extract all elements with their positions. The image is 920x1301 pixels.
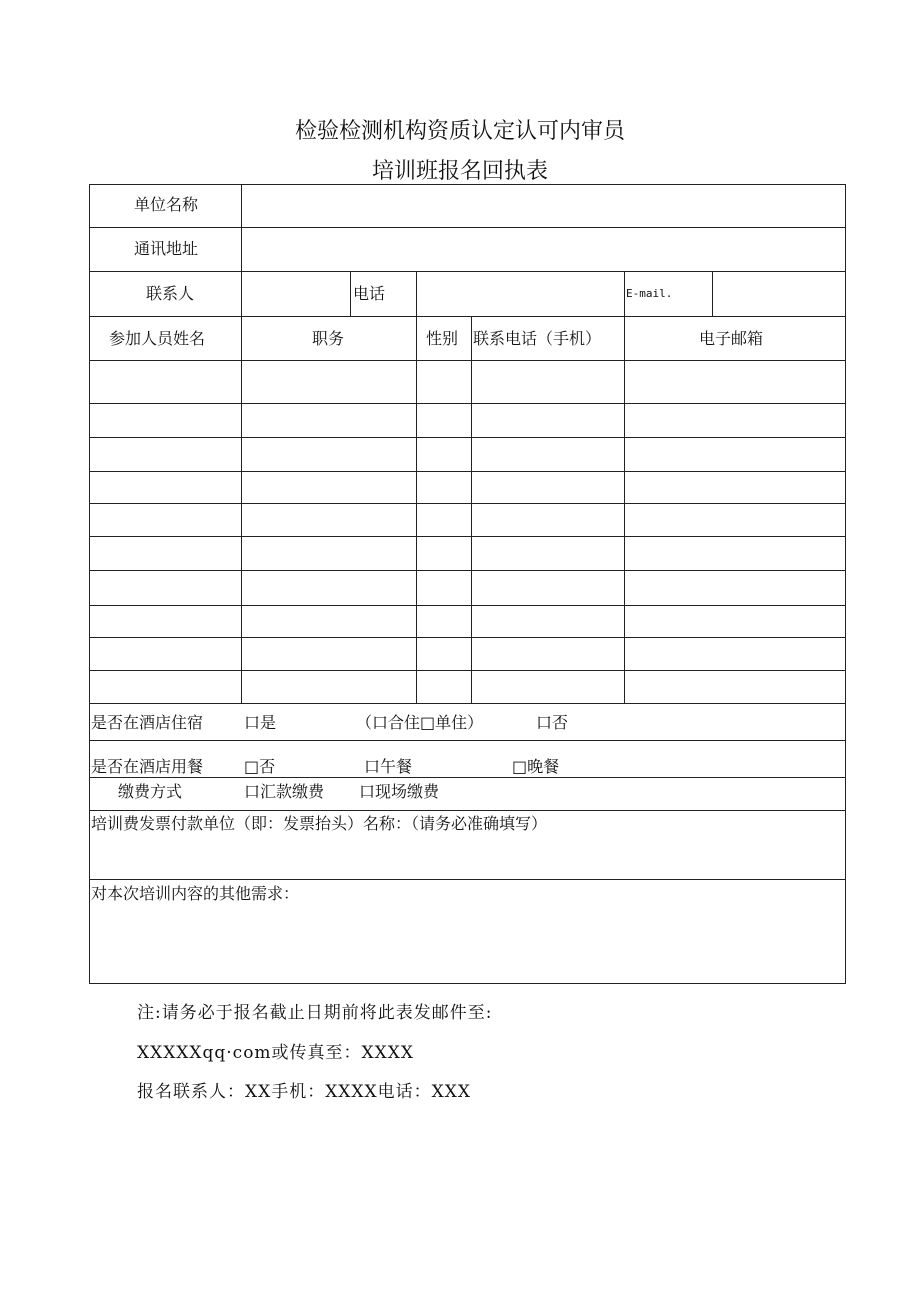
- form-grid-lines: [89, 184, 846, 984]
- attendee-email-header: 电子邮箱: [699, 329, 764, 348]
- meal-dinner-checkbox[interactable]: □晚餐: [512, 757, 560, 776]
- unit-name-label: 单位名称: [134, 195, 199, 214]
- hotel-room-type-options[interactable]: （口合住□单住）: [356, 713, 484, 732]
- attendee-name-header: 参加人员姓名: [109, 329, 206, 348]
- hotel-no-checkbox[interactable]: 口否: [536, 713, 569, 732]
- form-title-line1: 检验检测机构资质认定认可内审员: [294, 119, 625, 144]
- gender-header: 性别: [426, 329, 459, 348]
- email-label: E-mail.: [626, 287, 673, 300]
- contact-label: 联系人: [146, 284, 195, 303]
- payment-onsite-checkbox[interactable]: 口现场缴费: [359, 782, 440, 801]
- hotel-meal-label: 是否在酒店用餐: [91, 757, 204, 776]
- mobile-header: 联系电话（手机）: [473, 329, 602, 348]
- address-label: 通讯地址: [134, 239, 199, 258]
- note-line-3: 报名联系人：XX手机：XXXX电话：XXX: [137, 1082, 471, 1102]
- meal-lunch-checkbox[interactable]: 口午餐: [364, 757, 413, 776]
- hotel-stay-label: 是否在酒店住宿: [91, 713, 204, 732]
- position-header: 职务: [312, 329, 345, 348]
- hotel-yes-checkbox[interactable]: 口是: [244, 713, 277, 732]
- meal-no-checkbox[interactable]: □否: [244, 757, 276, 776]
- payment-method-label: 缴费方式: [118, 782, 183, 801]
- registration-form: [89, 184, 846, 984]
- invoice-title-label: 培训费发票付款单位（即：发票抬头）名称：（请务必准确填写）: [91, 814, 548, 833]
- note-line-2: XXXXXqq·com或传真至：XXXX: [137, 1043, 414, 1063]
- payment-remit-checkbox[interactable]: 口汇款缴费: [244, 782, 325, 801]
- note-line-1: 注:请务必于报名截止日期前将此表发邮件至:: [137, 1003, 493, 1023]
- other-needs-label: 对本次培训内容的其他需求：: [91, 884, 300, 903]
- phone-label: 电话: [353, 284, 386, 303]
- form-title-line2: 培训班报名回执表: [371, 159, 548, 184]
